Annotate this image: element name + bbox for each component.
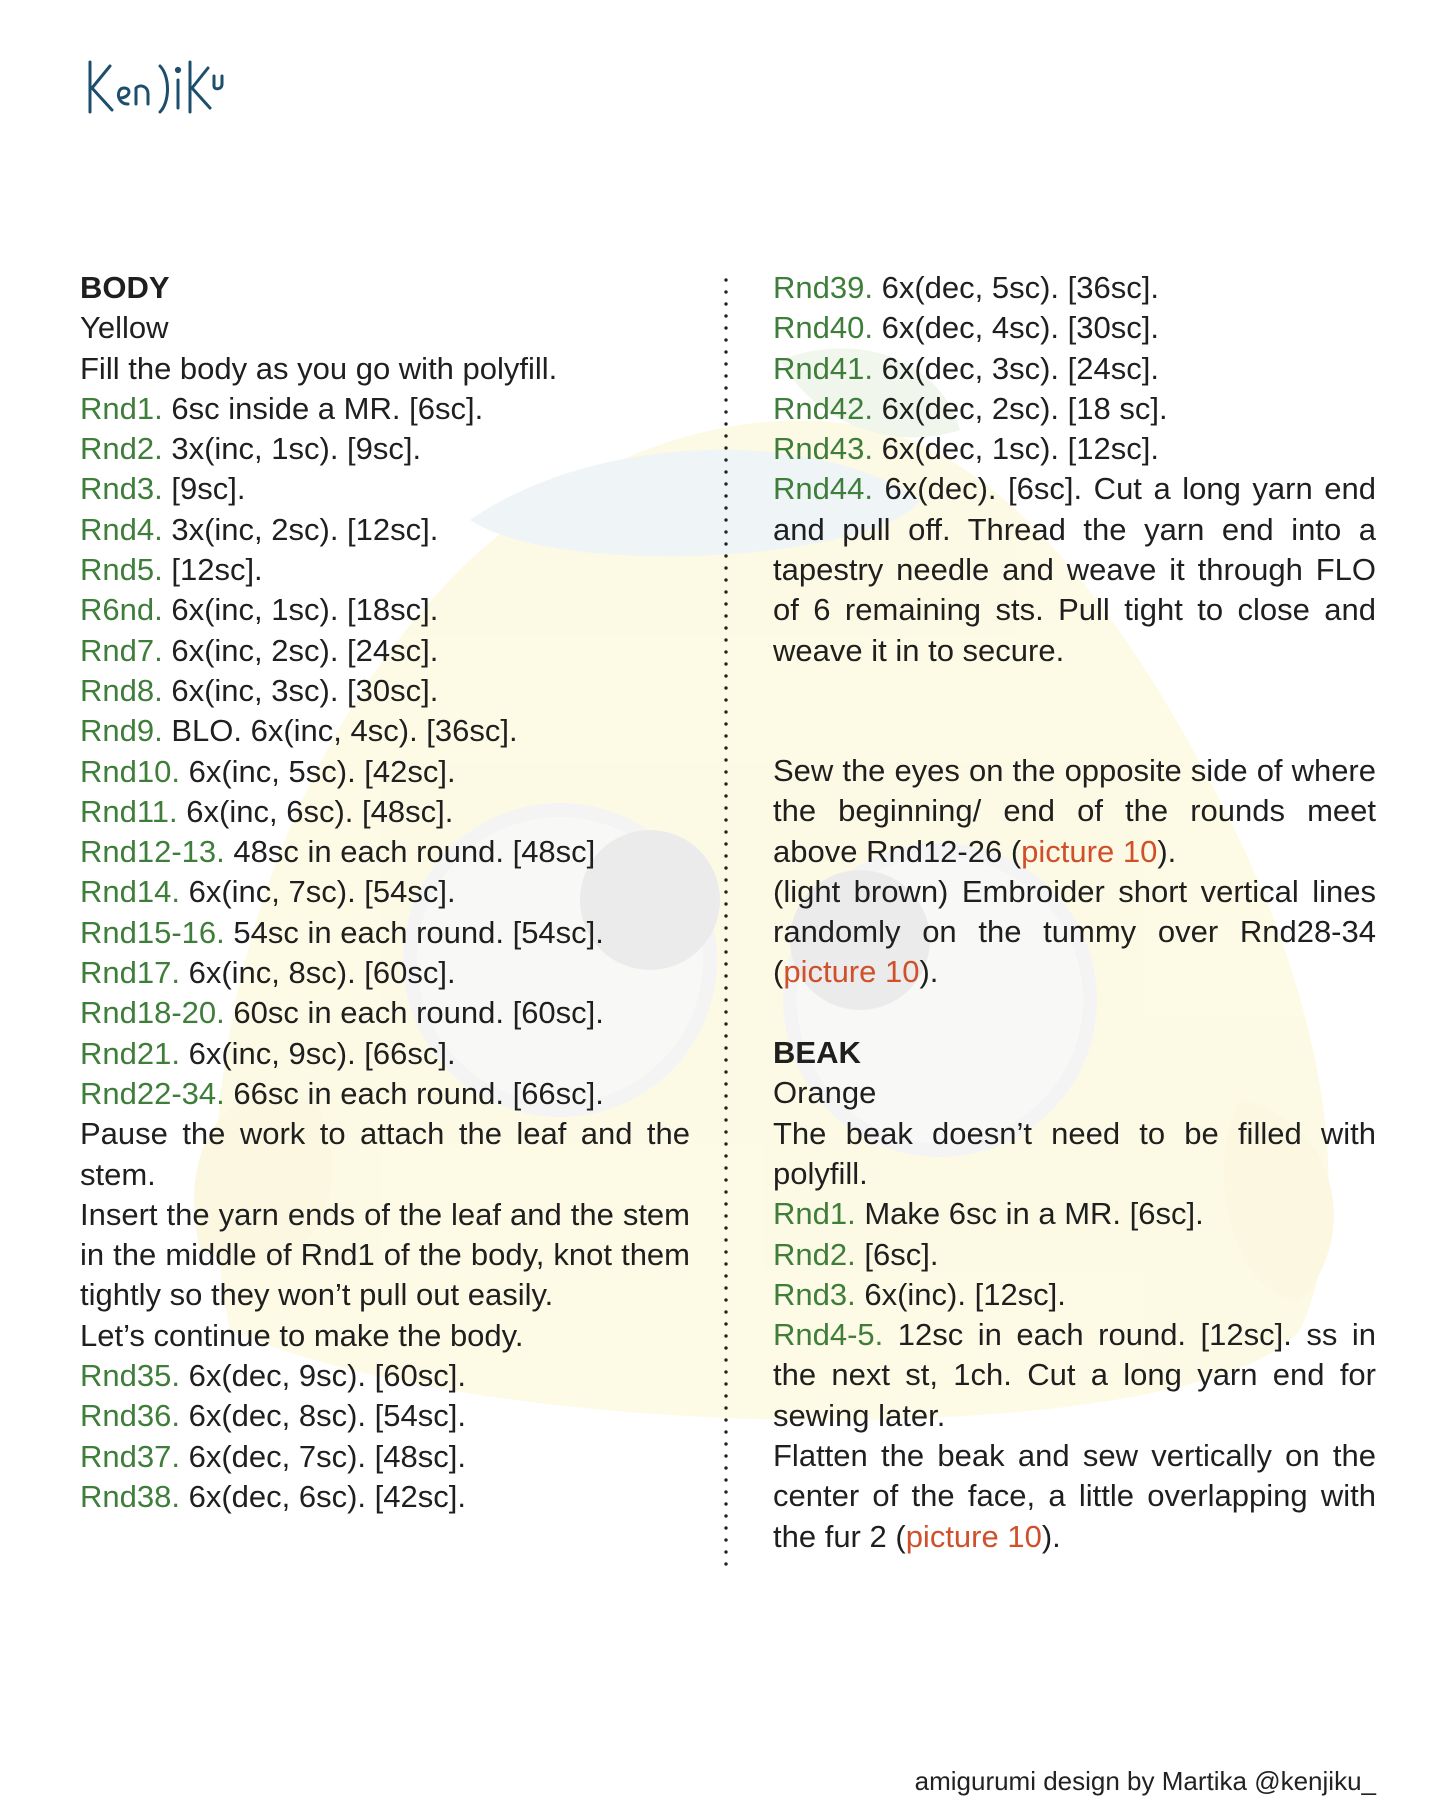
- round-text: 6x(inc, 2sc). [24sc].: [162, 632, 439, 668]
- round-label: Rnd37.: [80, 1438, 180, 1474]
- round-label: Rnd14.: [80, 874, 180, 910]
- round-row: [80, 631, 690, 671]
- round-label: Rnd39.: [773, 270, 873, 305]
- round-row: [773, 1235, 1376, 1275]
- continue-instruction: Let’s continue to make the body.: [80, 1317, 524, 1353]
- round-row: [773, 469, 1376, 670]
- round-text: 6x(inc, 1sc). [18sc].: [162, 592, 439, 628]
- round-text: 6x(inc, 3sc). [30sc].: [162, 672, 439, 708]
- footer-credit: amigurumi design by Martika @kenjiku_: [914, 1766, 1376, 1796]
- round-label: Rnd3.: [80, 471, 163, 507]
- round-row: [773, 308, 1376, 348]
- round-label: Rnd2.: [773, 1236, 856, 1272]
- round-label: Rnd2.: [80, 431, 163, 467]
- round-text: 6x(dec, 7sc). [48sc].: [179, 1438, 466, 1474]
- round-label: Rnd15-16.: [80, 914, 225, 950]
- beak-color: Orange: [773, 1075, 877, 1111]
- round-text: 6x(dec, 2sc). [18 sc].: [872, 390, 1168, 426]
- round-label: Rnd7.: [80, 632, 163, 668]
- round-text: 6x(dec, 9sc). [60sc].: [179, 1358, 466, 1394]
- round-row: [80, 429, 690, 469]
- round-text: 6x(dec, 5sc). [36sc].: [872, 270, 1159, 305]
- pause-instruction: Pause the work to attach the leaf and the stem.: [80, 1116, 690, 1192]
- round-label: Rnd10.: [80, 753, 180, 789]
- round-text: 6x(inc, 6sc). [48sc].: [177, 793, 454, 829]
- body-intro: Fill the body as you go with polyfill.: [80, 350, 558, 386]
- round-text: 66sc in each round. [66sc].: [224, 1075, 604, 1111]
- round-row: [80, 993, 690, 1033]
- body-rounds-list-2: [80, 1356, 690, 1517]
- round-label: Rnd41.: [773, 350, 873, 386]
- round-text: 6x(dec, 3sc). [24sc].: [872, 350, 1159, 386]
- round-text: 6x(inc, 8sc). [60sc].: [179, 955, 456, 991]
- round-text: 6x(inc, 5sc). [42sc].: [179, 753, 456, 789]
- round-row: [80, 1074, 690, 1114]
- insert-instruction: Insert the yarn ends of the leaf and the stem in the middle of Rnd1 of the body, knot them tightly so they won’t pull out easily.: [80, 1196, 690, 1313]
- round-label: Rnd35.: [80, 1358, 180, 1394]
- round-text: 6x(dec, 1sc). [12sc].: [872, 431, 1159, 467]
- round-row: [80, 711, 690, 751]
- round-row: [773, 268, 1376, 308]
- body-heading: BODY: [80, 270, 170, 305]
- round-row: [773, 389, 1376, 429]
- eyes-text: Sew the eyes on the opposite side of where the beginning/ end of the rounds meet above Rnd12-26 (: [773, 752, 1376, 869]
- round-row: [80, 550, 690, 590]
- round-row: [80, 832, 690, 872]
- beak-heading: BEAK: [773, 1035, 861, 1071]
- round-label: Rnd3.: [773, 1276, 856, 1312]
- round-row: [80, 1437, 690, 1477]
- round-label: Rnd8.: [80, 672, 163, 708]
- round-row: [773, 1315, 1376, 1436]
- right-column: [773, 268, 1376, 1557]
- round-row: [80, 671, 690, 711]
- round-row: [80, 1477, 690, 1517]
- column-divider: [724, 274, 728, 1570]
- round-label: Rnd44.: [773, 471, 873, 507]
- kenjiku-logo: [84, 54, 234, 120]
- body-color: Yellow: [80, 310, 169, 346]
- round-row: [80, 872, 690, 912]
- round-label: Rnd21.: [80, 1035, 180, 1071]
- spacer: [773, 671, 1376, 751]
- beak-rounds-list: [773, 1194, 1376, 1315]
- round-text: 6sc inside a MR. [6sc].: [162, 390, 484, 426]
- tummy-instruction: [773, 872, 1376, 993]
- round-text: 3x(inc, 1sc). [9sc].: [162, 431, 422, 467]
- round-text: [9sc].: [162, 471, 246, 507]
- round-label: Rnd11.: [80, 793, 178, 829]
- picture-reference: picture 10: [783, 954, 920, 990]
- eyes-text-end: ).: [1157, 833, 1177, 869]
- round-label: R6nd.: [80, 592, 163, 628]
- beak-note: The beak doesn’t need to be filled with polyfill.: [773, 1115, 1376, 1191]
- picture-reference: picture 10: [1021, 833, 1158, 869]
- round-text: 48sc in each round. [48sc]: [224, 834, 596, 870]
- round-row: [773, 349, 1376, 389]
- round-text: [6sc].: [855, 1236, 939, 1272]
- round-row: [80, 469, 690, 509]
- round-label: Rnd22-34.: [80, 1075, 225, 1111]
- round-row: [80, 953, 690, 993]
- round-row: [80, 913, 690, 953]
- tummy-text-end: ).: [919, 954, 939, 990]
- round-row: [80, 510, 690, 550]
- round-row: [80, 752, 690, 792]
- flatten-instruction: [773, 1436, 1376, 1557]
- round-text: 6x(inc, 9sc). [66sc].: [179, 1035, 456, 1071]
- picture-reference: picture 10: [905, 1518, 1042, 1554]
- round-label: Rnd9.: [80, 713, 163, 749]
- round-row: [773, 1194, 1376, 1234]
- round-row: [80, 792, 690, 832]
- round-label: Rnd42.: [773, 390, 873, 426]
- round-label: Rnd4.: [80, 511, 163, 547]
- round-row: [773, 1275, 1376, 1315]
- round-label: Rnd36.: [80, 1398, 180, 1434]
- round-label: Rnd17.: [80, 955, 180, 991]
- round-label: Rnd43.: [773, 431, 873, 467]
- round-row: [80, 389, 690, 429]
- round-text: Make 6sc in a MR. [6sc].: [855, 1196, 1204, 1232]
- round-label: Rnd1.: [80, 390, 163, 426]
- round-label: Rnd5.: [80, 552, 163, 588]
- round-label: Rnd4-5.: [773, 1317, 884, 1353]
- tummy-text: (light brown) Embroider short vertical lines randomly on the tummy over Rnd28-34 (: [773, 873, 1376, 990]
- round-text: BLO. 6x(inc, 4sc). [36sc].: [162, 713, 518, 749]
- round-text: 6x(dec, 4sc). [30sc].: [872, 310, 1159, 346]
- round-text: [12sc].: [162, 552, 263, 588]
- round-text: 60sc in each round. [60sc].: [224, 995, 604, 1031]
- round-text: 6x(dec, 8sc). [54sc].: [179, 1398, 466, 1434]
- flatten-text: Flatten the beak and sew vertically on the center of the face, a little overlapping with the fur 2 (: [773, 1438, 1376, 1554]
- spacer: [773, 993, 1376, 1033]
- body-rounds-list: [80, 389, 690, 1114]
- round-row: [80, 1356, 690, 1396]
- round-row: [80, 590, 690, 630]
- round-label: Rnd12-13.: [80, 834, 225, 870]
- round-row: [80, 1034, 690, 1074]
- flatten-text-end: ).: [1041, 1518, 1061, 1554]
- round-text: 6x(dec, 6sc). [42sc].: [179, 1478, 466, 1514]
- round-text: 12sc in each round. [12sc]. ss in the next st, 1ch. Cut a long yarn end for sewing later.: [773, 1317, 1376, 1433]
- eyes-instruction: [773, 751, 1376, 872]
- round-text: 3x(inc, 2sc). [12sc].: [162, 511, 439, 547]
- round-text: 6x(inc, 7sc). [54sc].: [179, 874, 456, 910]
- round-text: 6x(inc). [12sc].: [855, 1276, 1066, 1312]
- round-text: 6x(dec). [6sc]. Cut a long yarn end and pull off. Thread the yarn end into a tapestry needle and weave it through FLO of 6 remaining sts. Pull tight to close and weave it in to secure.: [773, 471, 1376, 668]
- round-label: Rnd40.: [773, 310, 873, 346]
- body-rounds-list-3: [773, 268, 1376, 469]
- round-text: 54sc in each round. [54sc].: [224, 914, 604, 950]
- round-label: Rnd1.: [773, 1196, 856, 1232]
- round-label: Rnd38.: [80, 1478, 180, 1514]
- left-column: [80, 268, 690, 1517]
- round-row: [773, 429, 1376, 469]
- round-label: Rnd18-20.: [80, 995, 225, 1031]
- round-row: [80, 1396, 690, 1436]
